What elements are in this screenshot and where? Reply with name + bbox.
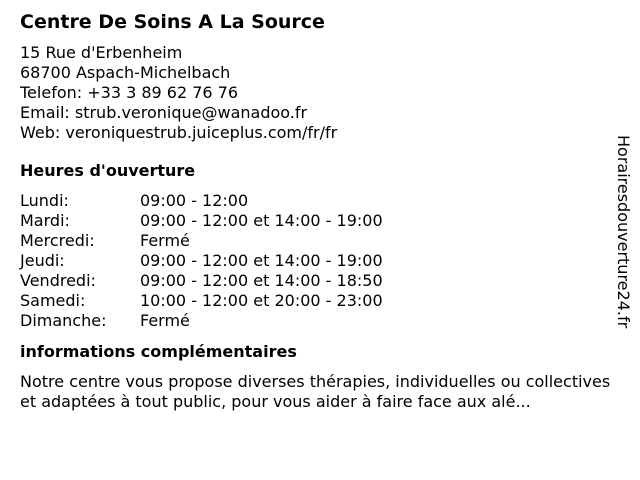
time-value: 09:00 - 12:00 et 14:00 - 18:50 [140,271,383,290]
hours-row-saturday [20,291,610,311]
business-card [20,10,610,412]
day-label: Jeudi: [20,251,65,270]
hours-row-thursday [20,251,610,271]
opening-hours-table [20,191,610,331]
hours-row-friday [20,271,610,291]
business-name: Centre De Soins A La Source [20,11,325,33]
time-value: Fermé [140,231,190,250]
hours-row-wednesday [20,231,610,251]
site-brand-vertical: Horairesdouverture24.fr [614,135,633,329]
additional-info-heading: informations complémentaires [20,342,297,361]
hours-row-monday [20,191,610,211]
day-label: Samedi: [20,291,86,310]
hours-row-sunday [20,311,610,331]
opening-hours-heading: Heures d'ouverture [20,161,196,180]
day-label: Lundi: [20,191,69,210]
hours-row-tuesday [20,211,610,231]
city-postcode: 68700 Aspach-Michelbach [20,63,231,82]
contact-details [20,43,610,143]
additional-info-text: Notre centre vous propose diverses thérapies, individuelles ou collectives et adaptées à tout public, pour vous aider à faire face aux alé... [20,372,611,411]
day-label: Vendredi: [20,271,96,290]
time-value: Fermé [140,311,190,330]
time-value: 10:00 - 12:00 et 20:00 - 23:00 [140,291,383,310]
website: Web: veroniquestrub.juiceplus.com/fr/fr [20,123,338,142]
time-value: 09:00 - 12:00 et 14:00 - 19:00 [140,211,383,230]
day-label: Dimanche: [20,311,107,330]
time-value: 09:00 - 12:00 et 14:00 - 19:00 [140,251,383,270]
email-address: Email: strub.veronique@wanadoo.fr [20,103,308,122]
street-address: 15 Rue d'Erbenheim [20,43,183,62]
day-label: Mercredi: [20,231,95,250]
phone-number: Telefon: +33 3 89 62 76 76 [20,83,239,102]
time-value: 09:00 - 12:00 [140,191,249,210]
day-label: Mardi: [20,211,70,230]
